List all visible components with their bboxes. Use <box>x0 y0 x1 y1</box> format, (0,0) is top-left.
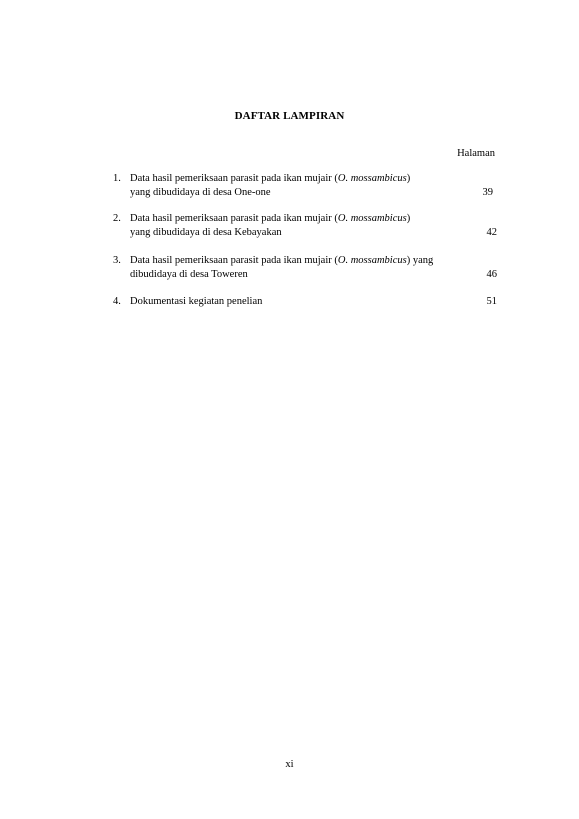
entry-page-number: 51 <box>486 296 497 307</box>
species-name: O. mossambicus <box>337 213 407 224</box>
page-column-label: Halaman <box>457 148 495 159</box>
entry-page-number: 42 <box>486 226 497 238</box>
entry-number: 3. <box>113 255 121 266</box>
entry-page-number: 46 <box>486 268 497 280</box>
entry-number: 1. <box>113 173 121 184</box>
footer-page-number: xi <box>285 759 294 770</box>
entry-title: Dokumentasi kegiatan penelian <box>130 296 263 307</box>
list-item <box>113 295 497 309</box>
species-name: O. mossambicus <box>337 255 407 266</box>
entry-title: Data hasil pemeriksaan parasit pada ikan mujair (O. mossambicus) yang dibudidaya di desa Kebayakan <box>130 213 411 238</box>
entry-title: Data hasil pemeriksaan parasit pada ikan mujair (O. mossambicus) yang dibudidaya di desa One-one <box>130 173 411 198</box>
list-item <box>113 172 497 199</box>
entry-number: 4. <box>113 296 121 307</box>
entry-title: Data hasil pemeriksaan parasit pada ikan mujair (O. mossambicus) yang dibudidaya di desa Toweren <box>130 255 434 280</box>
entry-number: 2. <box>113 213 121 224</box>
species-name: O. mossambicus <box>337 173 407 184</box>
page-title: DAFTAR LAMPIRAN <box>234 110 345 122</box>
list-item <box>113 212 497 239</box>
entry-page-number: 39 <box>482 186 493 198</box>
list-item <box>113 254 497 281</box>
